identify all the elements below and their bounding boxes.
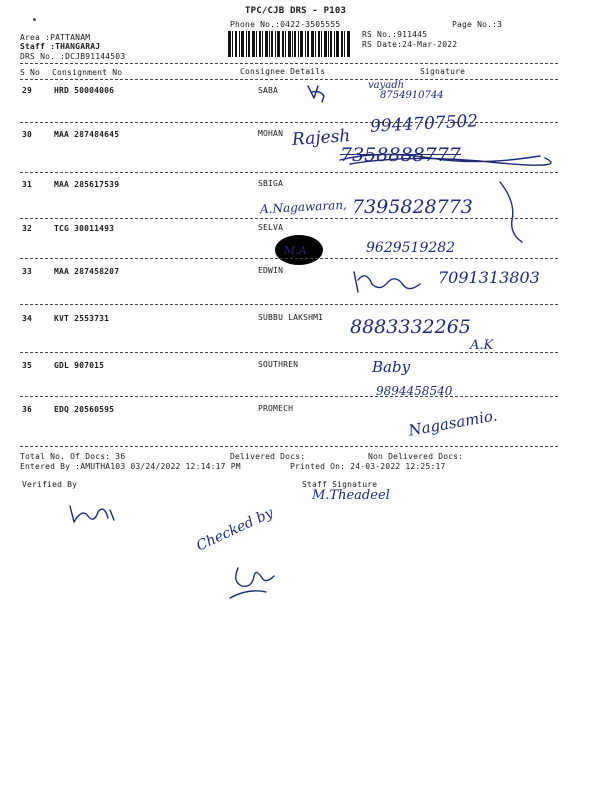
- staff-label: Staff :THANGARAJ: [20, 42, 101, 51]
- table-bottom-rule: [20, 446, 558, 447]
- entered-by: Entered By :AMUTHA103 03/24/2022 12:14:17 PM: [20, 462, 241, 471]
- row-35-consignment: GDL 907015: [54, 361, 105, 370]
- row-32-hand-phone: 9629519282: [366, 240, 456, 256]
- row-34-consignee: SUBBU LAKSHMI: [258, 313, 324, 322]
- document-title: TPC/CJB DRS - P103: [245, 6, 347, 16]
- rs-date: RS Date:24-Mar-2022: [362, 40, 458, 49]
- column-signature: Signature: [420, 67, 466, 76]
- row-30-hand-struck-phone: 7358888777: [340, 144, 461, 166]
- row-31-hand-phone: 7395828773: [352, 196, 473, 218]
- row-34-sno: 34: [22, 314, 33, 323]
- row-35-hand-phone: 9894458540: [376, 384, 453, 398]
- header-bottom-rule: [20, 79, 558, 80]
- verified-by-signature: [66, 500, 118, 526]
- non-delivered-docs: Non Delivered Docs:: [368, 452, 464, 461]
- staff-handwritten-signature: M.Theadeel: [312, 488, 390, 503]
- row-34-consignment: KVT 2553731: [54, 314, 110, 323]
- row-29-signature-mark: [306, 82, 328, 104]
- row-31-hand-name: A.Nagawaran,: [259, 197, 348, 217]
- checked-by-note: Checked by: [194, 504, 276, 555]
- row-divider: [20, 396, 558, 397]
- row-35-sno: 35: [22, 361, 33, 370]
- row-29-sno: 29: [22, 86, 33, 95]
- row-36-hand-name: Nagasamio.: [407, 406, 499, 440]
- row-divider: [20, 218, 558, 219]
- row-35-consignee: SOUTHREN: [258, 360, 299, 369]
- row-divider: [20, 258, 558, 259]
- row-33-hand-phone: 7091313803: [438, 268, 540, 287]
- page-number: Page No.:3: [452, 20, 503, 29]
- drs-number: DRS No. :DCJB91144503: [20, 52, 126, 61]
- row-30-consignment: MAA 287484645: [54, 130, 120, 139]
- row-36-consignee: PROMECH: [258, 404, 294, 413]
- checked-by-signature: [228, 562, 282, 602]
- row-35-hand-text: Baby: [372, 358, 411, 376]
- row-31-pen-stroke: [498, 180, 528, 244]
- barcode: [228, 31, 352, 57]
- total-docs: Total No. Of Docs: 36: [20, 452, 126, 461]
- row-29-consignment: HRD 50004006: [54, 86, 115, 95]
- row-32-consignee: SELVA: [258, 223, 284, 232]
- row-36-consignment: EDQ 20560595: [54, 405, 115, 414]
- column-consignee: Consignee Details: [240, 67, 326, 76]
- column-consignment: Consignment No: [52, 68, 123, 77]
- row-divider: [20, 304, 558, 305]
- row-divider: [20, 352, 558, 353]
- phone-number: Phone No.:0422-3505555: [230, 20, 341, 29]
- scan-mark: [33, 18, 36, 21]
- row-33-sno: 33: [22, 267, 33, 276]
- row-31-consignee: SBIGA: [258, 179, 284, 188]
- row-30-scribble: [340, 146, 550, 170]
- header-top-rule: [20, 63, 558, 64]
- row-30-sno: 30: [22, 130, 33, 139]
- row-29-hand-name: vayadh: [368, 80, 405, 91]
- row-32-sno: 32: [22, 224, 33, 233]
- row-34-hand-phone: 8883332265: [350, 316, 471, 338]
- row-29-consignee: SABA: [258, 86, 279, 95]
- row-33-signature: [350, 266, 422, 296]
- row-31-consignment: MAA 285617539: [54, 180, 120, 189]
- column-sno: S No: [20, 68, 41, 77]
- row-32-consignment: TCG 30011493: [54, 224, 115, 233]
- row-30-hand-phone: 9944707502: [369, 111, 479, 137]
- verified-by-label: Verified By: [22, 480, 78, 489]
- row-36-sno: 36: [22, 405, 33, 414]
- row-34-hand-initials: A.K: [470, 338, 494, 353]
- rs-number: RS No.:911445: [362, 30, 428, 39]
- row-29-hand-phone: 8754910744: [380, 90, 444, 101]
- printed-on: Printed On: 24-03-2022 12:25:17: [290, 462, 446, 471]
- row-33-consignee: EDWIN: [258, 266, 284, 275]
- row-divider: [20, 172, 558, 173]
- row-33-consignment: MAA 287458207: [54, 267, 120, 276]
- row-30-hand-name: Rajesh: [291, 125, 351, 151]
- row-32-hand-stamp: M.A: [284, 244, 307, 257]
- delivered-docs: Delivered Docs:: [230, 452, 306, 461]
- staff-signature-label: Staff Signature: [302, 480, 378, 489]
- row-31-sno: 31: [22, 180, 33, 189]
- area-label: Area :PATTANAM: [20, 33, 91, 42]
- row-30-consignee: MOHAN: [258, 129, 284, 138]
